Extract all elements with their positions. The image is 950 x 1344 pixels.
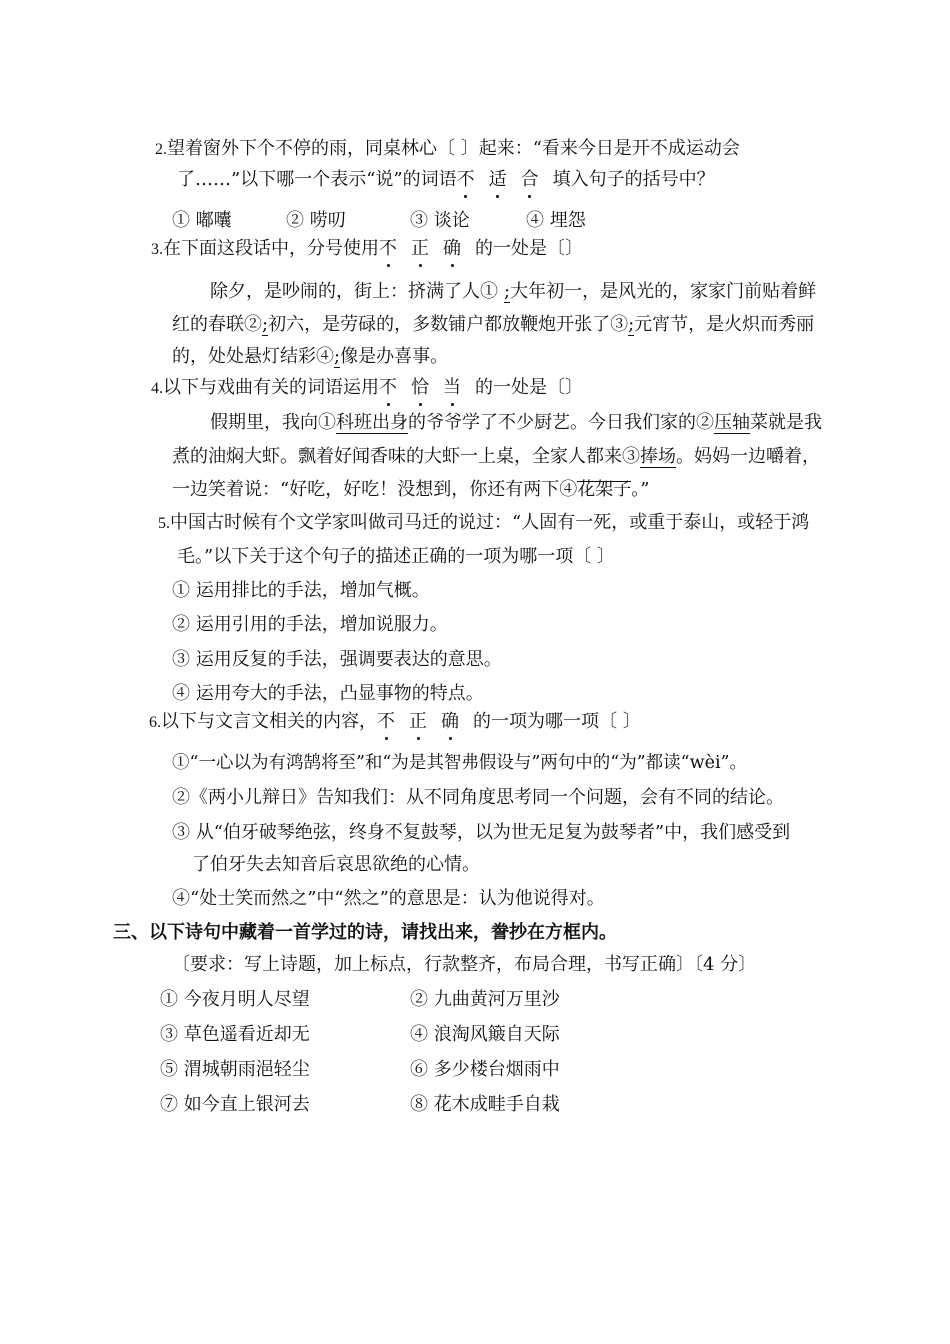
q3-passage-line3: 的，处处悬灯结彩④;像是办喜事。 <box>172 346 449 367</box>
q4-stem: 4.以下与戏曲有关的词语运用不 恰 当 的一处是〔〕 <box>151 375 583 402</box>
q3-passage-line1: 除夕，是吵闹的，街上：挤满了人① ;大年初一，是风光的，家家门前贴着鲜 <box>210 281 817 302</box>
q6-option-4: ④“处士笑而然之”中“然之”的意思是：认为他说得对。 <box>172 888 605 909</box>
q6-option-2: ②《两小儿辩日》告知我们：从不同角度思考同一个问题，会有不同的结论。 <box>172 787 784 808</box>
q5-line2: 毛。”以下关于这个句子的描述正确的一项为哪一项〔 〕 <box>177 546 615 567</box>
q3-stem: 3.在下面这段话中，分号使用不 正 确 的一处是〔〕 <box>151 236 583 263</box>
poem-line-7: ⑦ 如今直上银河去 <box>160 1094 310 1115</box>
q5-option-3: ③ 运用反复的手法，强调要表达的意思。 <box>172 649 502 670</box>
q5-option-4: ④ 运用夸大的手法，凸显事物的特点。 <box>172 683 484 704</box>
q6-option-3-line2: 了伯牙失去知音后哀思欲绝的心情。 <box>192 854 480 875</box>
poem-line-4: ④ 浪淘风簸自天际 <box>410 1024 560 1045</box>
q6-stem: 6.以下与文言文相关的内容，不 正 确 的一项为哪一项〔 〕 <box>149 709 641 736</box>
q4-passage-line3: 一边笑着说：“好吃，好吃！没想到，你还有两下④花架子。” <box>172 479 650 500</box>
q5-option-1: ① 运用排比的手法，增加气概。 <box>172 580 430 601</box>
q2-option-1: ① 嘟囔 <box>172 210 232 231</box>
poem-line-5: ⑤ 渭城朝雨浥轻尘 <box>160 1059 310 1080</box>
q2-option-3: ③ 谈论 <box>410 210 470 231</box>
q5-option-2: ② 运用引用的手法，增加说服力。 <box>172 614 448 635</box>
q2-line2: 了……”以下哪一个表示“说”的词语不 适 合 填入句子的括号中？ <box>177 167 715 193</box>
poem-line-3: ③ 草色遥看近却无 <box>160 1024 310 1045</box>
q2-line1: 2.望着窗外下个不停的雨，同桌林心〔 〕起来：“看来今日是开不成运动会 <box>155 138 740 159</box>
poem-line-6: ⑥ 多少楼台烟雨中 <box>410 1059 560 1080</box>
q2-option-2: ② 唠叨 <box>286 210 346 231</box>
q4-passage-line2: 煮的油焖大虾。飘着好闻香味的大虾一上桌，全家人都来③捧场。妈妈一边嚼着， <box>172 446 820 467</box>
section-3-title: 三、以下诗句中藏着一首学过的诗，请找出来，誊抄在方框内。 <box>113 922 617 943</box>
section-3-requirements: 〔要求：写上诗题，加上标点，行款整齐，布局合理，书写正确〕〔4 分〕 <box>172 954 757 975</box>
poem-line-2: ② 九曲黄河万里沙 <box>410 989 560 1010</box>
q6-option-3-line1: ③ 从“伯牙破琴绝弦，终身不复鼓琴，以为世无足复为鼓琴者”中，我们感受到 <box>172 822 791 843</box>
q3-passage-line2: 红的春联②;初六，是劳碌的，多数铺户都放鞭炮开张了③;元宵节，是火炽而秀丽 <box>172 314 815 335</box>
poem-line-1: ① 今夜月明人尽望 <box>160 989 310 1010</box>
poem-line-8: ⑧ 花木成畦手自栽 <box>410 1094 560 1115</box>
q4-passage-line1: 假期里，我向①科班出身的爷爷学了不少厨艺。今日我们家的②压轴菜就是我 <box>210 412 822 433</box>
q2-option-4: ④ 埋怨 <box>526 210 586 231</box>
q5-line1: 5.中国古时候有个文学家叫做司马迁的说过：“人固有一死，或重于泰山，或轻于鸿 <box>158 512 810 533</box>
q6-option-1: ①“一心以为有鸿鹄将至”和“为是其智弗假设与”两句中的“为”都读“wèi”。 <box>172 753 748 773</box>
